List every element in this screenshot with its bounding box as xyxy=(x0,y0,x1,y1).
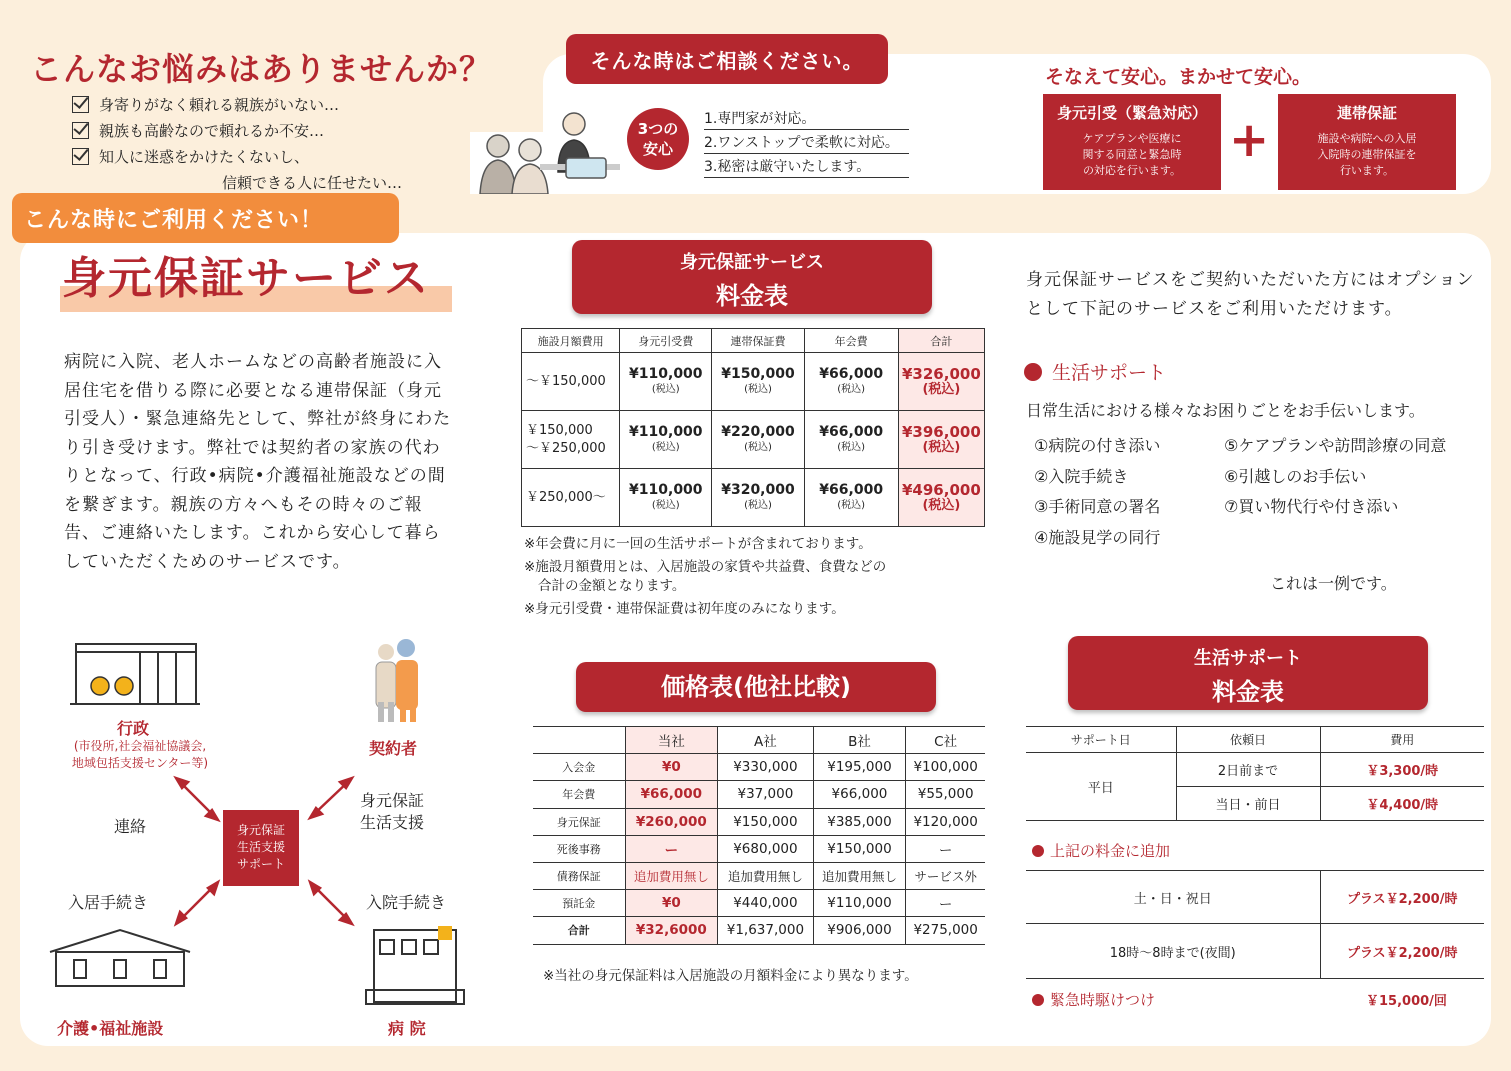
table-row xyxy=(522,411,985,469)
hospital-label: 病 院 xyxy=(388,1019,426,1038)
total-cell: ¥326,000 (税込) xyxy=(898,353,984,411)
cell: ー xyxy=(625,835,718,862)
list-item: ⑤ケアプランや訪問診療の同意 xyxy=(1224,436,1447,455)
extra-label: 土・日・祝日 xyxy=(1026,871,1320,924)
worry-text: 身寄りがなく頼れる親族がいない… xyxy=(99,96,340,114)
list-item: ①病院の付き添い xyxy=(1034,436,1161,455)
list-item: ④施設見学の同行 xyxy=(1034,527,1161,547)
cell: 追加費用無し xyxy=(718,862,813,889)
rentai-hosho-box xyxy=(1278,94,1456,190)
total-cell: ¥496,000 (税込) xyxy=(898,469,984,527)
cell: ー xyxy=(906,890,985,917)
column-header: C社 xyxy=(906,727,985,754)
table-row xyxy=(1026,871,1484,924)
worries-title: こんなお悩みはありませんか？ xyxy=(30,50,493,88)
cell: ¥66,000 xyxy=(625,781,718,808)
elderly-couple-icon xyxy=(376,639,418,722)
three-anshin-badge xyxy=(627,108,689,170)
care-facility-icon xyxy=(50,930,190,986)
cell: ¥260,000 xyxy=(625,808,718,835)
range-cell: ￥150,000 ～￥250,000 xyxy=(522,411,620,469)
row-label: 債務保証 xyxy=(533,862,625,889)
fee-cell: ¥110,000 (税込) xyxy=(620,411,712,469)
cell: ¥32,6000 xyxy=(625,917,718,944)
fee-cell: ¥110,000 (税込) xyxy=(620,353,712,411)
column-header: 費用 xyxy=(1320,727,1484,753)
compare-heading: 価格表(他社比較) xyxy=(576,662,936,712)
support-fee-heading xyxy=(1068,636,1428,710)
cell: ¥110,000 xyxy=(813,890,906,917)
column-header: B社 xyxy=(813,727,906,754)
list-item: ③手術同意の署名 xyxy=(1034,497,1161,516)
fee-cell: ￥4,400/時 xyxy=(1320,787,1484,821)
table-row xyxy=(533,754,985,781)
cell: ¥906,000 xyxy=(813,917,906,944)
nyuin-label: 入院手続き xyxy=(366,893,447,912)
extra-label: 18時～8時まで(夜間) xyxy=(1026,924,1320,979)
cell: サービス外 xyxy=(906,862,985,889)
heading-line: 料金表 xyxy=(716,282,788,310)
note-line: 合計の金額となります。 xyxy=(538,578,686,594)
tree-icon xyxy=(91,677,109,695)
cell: ¥0 xyxy=(625,890,718,917)
support-fee-table xyxy=(1026,726,1484,821)
table-row xyxy=(1026,924,1484,979)
worry-item xyxy=(72,144,402,170)
worry-item xyxy=(72,118,402,144)
column-header: 連帯保証費 xyxy=(712,329,804,353)
table-header-row xyxy=(533,727,985,754)
cell: 追加費用無し xyxy=(813,862,906,889)
gov-label: 行政 xyxy=(117,719,150,738)
hospital-cross-icon xyxy=(438,926,452,940)
contractor-label: 契約者 xyxy=(369,739,418,758)
row-label: 預託金 xyxy=(533,890,625,917)
request-cell: 当日・前日 xyxy=(1176,787,1320,821)
cell: ー xyxy=(906,835,985,862)
fee-cell: ¥150,000 (税込) xyxy=(712,353,804,411)
fee-cell: ¥320,000 (税込) xyxy=(712,469,804,527)
table-header-row xyxy=(522,329,985,353)
service-description: 病院に入院、老人ホームなどの高齢者施設に入居住宅を借りる際に必要となる連帯保証（身元引受人）・緊急連絡先として、弊社が終身にわたり引き受けます。弊社では契約者の家族の代わりとなって、行政•病院•介護福祉施設などの間を繋ぎます。親族の方々へもその時々のご報告、ご連絡いたします。これから安心して暮らしていただくためのサービスです。 xyxy=(64,352,452,572)
cell: ¥150,000 xyxy=(718,808,813,835)
box-text: 施設や病院への入居 入院時の連帯保証を 行います。 xyxy=(1317,132,1417,177)
fee-table-heading xyxy=(572,240,932,314)
cell: ¥275,000 xyxy=(906,917,985,944)
anshin-point: 3.秘密は厳守いたします。 xyxy=(704,154,909,178)
range-cell: ～￥150,000 xyxy=(522,353,620,411)
table-row xyxy=(533,781,985,808)
compare-table xyxy=(533,726,985,945)
table-row xyxy=(1026,753,1484,787)
fee-cell: ￥3,300/時 xyxy=(1320,753,1484,787)
worry-text: 知人に迷惑をかけたくないし、 xyxy=(99,148,310,166)
care-label: 介護•福祉施設 xyxy=(57,1019,164,1038)
gov-sub: (市役所,社会福祉協議会, 地域包括支援センター等) xyxy=(71,739,209,770)
life-support-heading: 生活サポート xyxy=(1024,358,1166,385)
column-header: 施設月額費用 xyxy=(522,329,620,353)
anshin-points xyxy=(704,106,909,178)
column-header: 年会費 xyxy=(804,329,898,353)
note-line: ※施設月額費用とは、入居施設の家賃や共益費、食費などの xyxy=(524,559,887,575)
range-cell: ￥250,000～ xyxy=(522,469,620,527)
cell: ¥195,000 xyxy=(813,754,906,781)
example-note: これは一例です。 xyxy=(1270,574,1397,593)
option-intro: 身元保証サービスをご契約いただいた方にはオプションとして下記のサービスをご利用いただけます。 xyxy=(1026,270,1475,319)
box-title: 身元引受（緊急対応） xyxy=(1056,104,1207,122)
mimoto-hikiuke-box xyxy=(1043,94,1221,190)
government-building-icon xyxy=(70,644,200,704)
fee-table xyxy=(521,328,985,527)
cell: ¥330,000 xyxy=(718,754,813,781)
column-header: A社 xyxy=(718,727,813,754)
fee-cell: プラス￥2,200/時 xyxy=(1320,924,1484,979)
table-row xyxy=(533,835,985,862)
life-support-desc: 日常生活における様々なお困りごとをお手伝いします。 xyxy=(1026,401,1425,420)
anshin-point: 2.ワンストップで柔軟に対応。 xyxy=(704,130,909,154)
table-row xyxy=(533,862,985,889)
checkbox-icon xyxy=(72,96,89,113)
emergency-label: 緊急時駆けつけ xyxy=(1032,989,1155,1010)
life-items-left xyxy=(1034,431,1160,553)
fee-cell: ¥220,000 (税込) xyxy=(712,411,804,469)
cell: ¥100,000 xyxy=(906,754,985,781)
cell: ¥440,000 xyxy=(718,890,813,917)
fee-cell: ¥66,000 (税込) xyxy=(804,469,898,527)
fee-cell: ¥110,000 (税込) xyxy=(620,469,712,527)
sonae-title: そなえて安心。まかせて安心。 xyxy=(1045,66,1312,88)
heading-line: 料金表 xyxy=(1212,678,1284,706)
worry-text: 親族も高齢なので頼れるか不安… xyxy=(99,122,325,140)
row-label: 入会金 xyxy=(533,754,625,781)
day-cell: 平日 xyxy=(1026,753,1176,821)
table-row xyxy=(533,917,985,944)
fee-cell: ¥66,000 (税込) xyxy=(804,411,898,469)
table-row xyxy=(522,469,985,527)
list-item: ⑥引越しのお手伝い xyxy=(1224,466,1367,486)
consult-banner: そんな時はご相談ください。 xyxy=(566,34,888,84)
worry-item xyxy=(72,92,402,118)
fee-notes xyxy=(524,533,886,621)
table-row xyxy=(522,353,985,411)
use-banner: こんな時にご利用ください！ xyxy=(12,193,399,243)
cell: 追加費用無し xyxy=(625,862,718,889)
box-text: ケアプランや医療に 関する同意と緊急時 の対応を行います。 xyxy=(1082,132,1182,177)
bullet-icon xyxy=(1032,845,1044,857)
column-header: 合計 xyxy=(898,329,984,353)
cell: ¥385,000 xyxy=(813,808,906,835)
anshin-point: 1.専門家が対応。 xyxy=(704,106,909,130)
center-label: 身元保証 生活支援 サポート xyxy=(236,823,285,871)
cell: ¥150,000 xyxy=(813,835,906,862)
column-header: 依頼日 xyxy=(1176,727,1320,753)
compare-note: ※当社の身元保証料は入居施設の月額料金により異なります。 xyxy=(543,968,918,984)
service-title: 身元保証サービス xyxy=(62,253,430,304)
table-header-row xyxy=(1026,727,1484,753)
worry-text-continued: 信頼できる人に任せたい… xyxy=(222,174,403,192)
worries-list xyxy=(72,92,402,196)
cell: ¥120,000 xyxy=(906,808,985,835)
note-line: ※身元引受費・連帯保証費は初年度のみになります。 xyxy=(524,601,845,617)
row-label: 身元保証 xyxy=(533,808,625,835)
cell: ¥37,000 xyxy=(718,781,813,808)
fee-cell: プラス￥2,200/時 xyxy=(1320,871,1484,924)
consultation-illustration xyxy=(470,102,620,194)
list-item: ⑦買い物代行や付き添い xyxy=(1224,497,1399,516)
heading-line: 身元保証サービス xyxy=(680,252,824,273)
table-row xyxy=(533,890,985,917)
cell: ¥680,000 xyxy=(718,835,813,862)
note-line: ※年会費に月に一回の生活サポートが含まれております。 xyxy=(524,536,872,552)
nyukyo-label: 入居手続き xyxy=(68,893,149,912)
column-header: サポート日 xyxy=(1026,727,1176,753)
tree-icon xyxy=(115,677,133,695)
hospital-icon xyxy=(366,930,464,1004)
hosho-label: 身元保証 生活支援 xyxy=(360,791,425,832)
badge-line: 安心 xyxy=(642,140,673,158)
row-label: 死後事務 xyxy=(533,835,625,862)
checkbox-icon xyxy=(72,148,89,165)
cell: ¥66,000 xyxy=(813,781,906,808)
cell: ¥1,637,000 xyxy=(718,917,813,944)
column-header: 身元引受費 xyxy=(620,329,712,353)
cell: ¥0 xyxy=(625,754,718,781)
heading-line: 生活サポート xyxy=(1194,648,1302,669)
extra-heading: 上記の料金に追加 xyxy=(1032,840,1170,861)
row-label: 年会費 xyxy=(533,781,625,808)
box-title: 連帯保証 xyxy=(1336,104,1397,122)
list-item: ②入院手続き xyxy=(1034,466,1129,486)
total-cell: ¥396,000 (税込) xyxy=(898,411,984,469)
bullet-icon xyxy=(1032,994,1044,1006)
request-cell: 2日前まで xyxy=(1176,753,1320,787)
extra-fee-table xyxy=(1026,870,1484,979)
row-label: 合計 xyxy=(533,917,625,944)
badge-line: 3つの xyxy=(637,120,679,138)
column-header: 当社 xyxy=(625,727,718,754)
emergency-fee: ￥15,000/回 xyxy=(1366,994,1447,1009)
table-row xyxy=(533,808,985,835)
column-header xyxy=(533,727,625,754)
life-items-right xyxy=(1224,431,1446,523)
cell: ¥55,000 xyxy=(906,781,985,808)
bullet-icon xyxy=(1024,363,1042,381)
renraku-label: 連絡 xyxy=(114,817,147,836)
plus-icon: + xyxy=(1229,112,1270,168)
fee-cell: ¥66,000 (税込) xyxy=(804,353,898,411)
checkbox-icon xyxy=(72,122,89,139)
